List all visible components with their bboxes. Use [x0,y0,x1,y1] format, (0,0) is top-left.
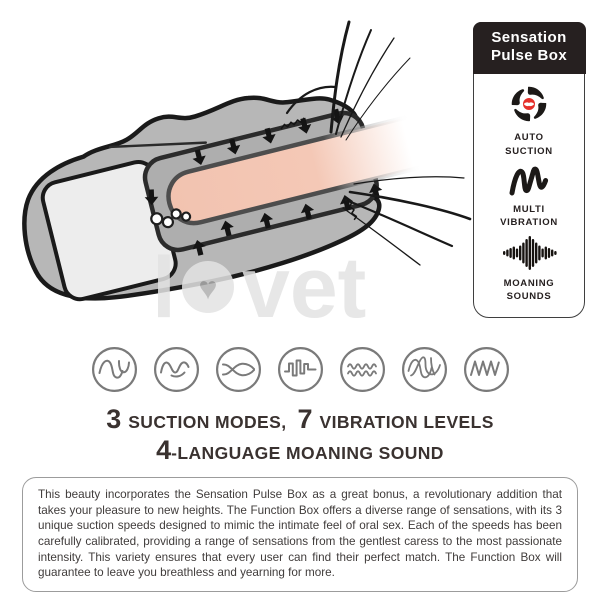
feature-label: AUTO SUCTION [505,132,553,157]
mode-crossing-waves-icon [215,346,262,393]
watermark-prefix: l [152,240,176,336]
feature-panel [473,22,585,318]
headline [0,406,600,468]
mode-overlapping-waves-icon [401,346,448,393]
panel-title [473,22,586,75]
feature-auto-suction [505,83,553,158]
watermark-suffix: vet [242,240,367,336]
mode-pulse-wave-icon [91,346,138,393]
description-box [22,477,578,592]
watermark-heart-icon: ♥ [198,270,218,306]
mode-double-sine-icon [153,346,200,393]
mode-icons-row [0,346,600,393]
mode-dense-zigzag-icon [463,346,510,393]
headline-number-suction: 3 [106,404,122,434]
auto-suction-swirl-lips-icon [508,83,550,125]
feature-moaning-sounds [501,235,557,304]
headline-text-language: -LANGUAGE MOANING SOUND [171,443,444,463]
headline-line1 [0,406,600,437]
feature-multi-vibration [500,163,558,230]
multi-vibration-wave-icon [506,163,552,197]
headline-line2 [0,437,600,468]
headline-text-vibration: VIBRATION LEVELS [319,412,494,432]
panel-title-line1: Sensation [491,28,567,46]
moaning-sounds-equalizer-icon [501,235,557,271]
headline-number-vibration: 7 [297,404,313,434]
mode-square-wave-icon [277,346,324,393]
description-text: This beauty incorporates the Sensation Pulse Box as a great bonus, a revolutionary addition that takes your pleasure to new heights. The Function Box offers a diverse range of sensations, with its 3 unique suction speeds designed to mimic the intimate feel of oral sex. Each of the speeds has been carefully calibrated, providing a range of sensations from the gentlest caress to the most passionate intensity. This variety ensures that every user can find their perfect match. The Function Box will guarantee to leave you breathless and yearning for more. [38,488,562,580]
headline-text-suction: SUCTION MODES, [128,412,287,432]
panel-body [474,74,584,317]
panel-title-line2: Pulse Box [490,47,568,65]
headline-number-language: 4 [156,435,172,465]
feature-label: MOANING SOUNDS [503,278,555,303]
mode-double-zigzag-icon [339,346,386,393]
feature-label: MULTI VIBRATION [500,204,558,229]
product-illustration [0,0,480,345]
